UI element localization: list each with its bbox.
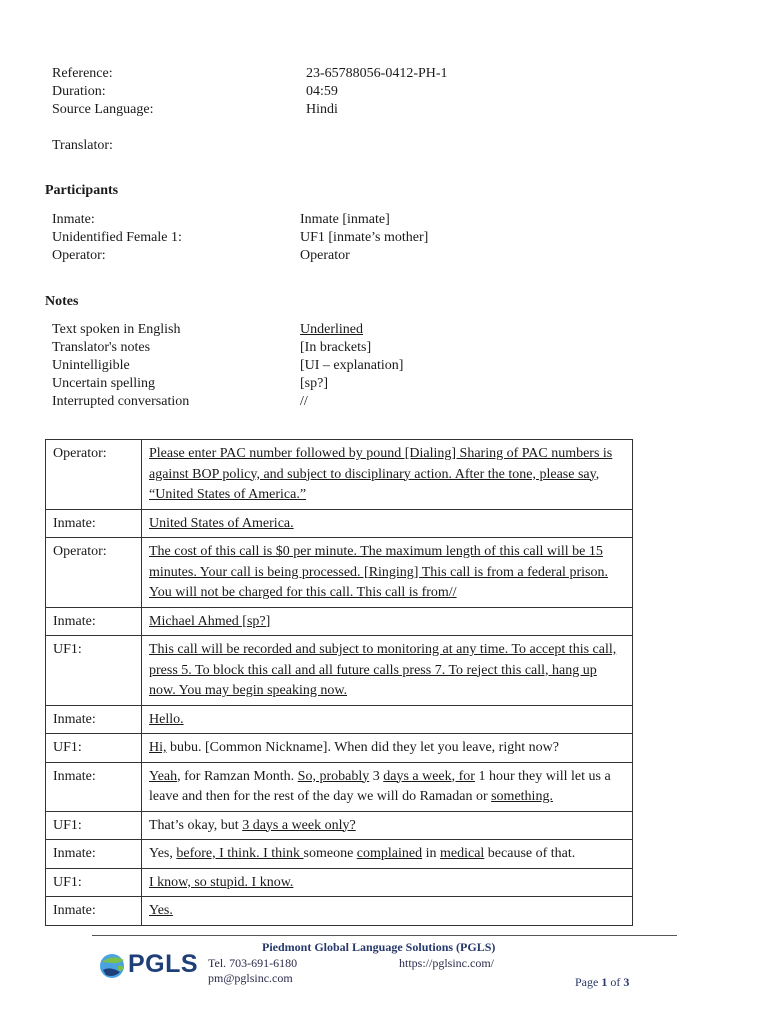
speaker-cell: Operator: [46,440,142,510]
participant-row [0,247,768,265]
speech-cell [142,811,633,840]
note-value: [sp?] [300,376,328,391]
translated-text-segment: someone [303,846,357,861]
english-text-segment: This call will be recorded and subject to monitoring at any time. To accept this call, press 5. To block this call and all future calls press 7. To reject this call, hang up now. You may begin speaking now. [149,642,617,698]
participant-label: Operator: [52,248,106,263]
english-text-segment: So, probably [297,768,370,784]
participant-row [0,211,768,229]
speech-cell [142,734,633,763]
english-text-segment: Please enter PAC number followed by pound [Dialing] Sharing of PAC numbers is against BOP policy, and subject to disciplinary action. After the tone, please say, “United States of America.” [149,446,613,502]
transcript-body [46,440,633,926]
english-text-segment: Michael Ahmed [sp?] [149,613,271,629]
note-row [0,321,768,339]
english-text-segment: medical [439,846,485,861]
translator-label: Translator: [52,138,113,153]
note-label: Text spoken in English [52,322,181,337]
company-name: Piedmont Global Language Solutions (PGLS) [262,940,496,954]
speaker-cell: UF1: [46,811,142,840]
translated-text-segment: for Ramzan Month. [180,768,298,784]
speech-cell [142,538,633,608]
english-text-segment: 3 days a week only? [242,817,356,833]
translated-text-segment: because of that. [484,846,576,861]
source-language-row [0,101,768,119]
transcript-row [46,636,633,706]
speaker-cell: Inmate: [46,840,142,869]
note-value: [UI – explanation] [300,358,404,373]
duration-label: Duration: [52,84,106,99]
transcript-row [46,762,633,811]
speaker-cell: UF1: [46,636,142,706]
english-text-segment: days a week, for [383,768,475,784]
transcript-row [46,440,633,510]
page-total: 3 [623,975,630,989]
transcript-table [45,439,633,926]
contact-website[interactable]: https://pglsinc.com/ [399,956,494,970]
speech-cell [142,607,633,636]
english-text-segment: Hello. [149,711,184,727]
transcript-row [46,538,633,608]
speaker-cell: Inmate: [46,705,142,734]
page-of: of [607,975,624,989]
participant-label: Inmate: [52,212,95,227]
speech-cell [142,762,633,811]
translated-text-segment: Yes, [149,846,177,861]
footer-divider [92,935,677,936]
english-text-segment: Hi, [149,740,167,755]
note-row [0,375,768,393]
speech-cell [142,840,633,869]
speaker-cell: UF1: [46,868,142,897]
speech-cell [142,509,633,538]
note-label: Translator's notes [52,340,151,355]
participant-value: Inmate [inmate] [300,212,390,227]
participant-row [0,229,768,247]
notes-heading: Notes [45,294,79,309]
translator-row [0,137,768,155]
english-text-segment: The cost of this call is $0 per minute. The maximum length of this call will be 15 minutes. Your call is being processed. [Ringing] This call is from a federal prison. You will not be charged for this call. This call is from// [149,544,608,600]
note-value: // [300,394,308,409]
page-number [575,975,629,990]
speech-cell [142,897,633,926]
speaker-cell: Inmate: [46,762,142,811]
english-text-segment: Yeah, [149,768,181,784]
participant-value: UF1 [inmate’s mother] [300,230,429,245]
duration-value: 04:59 [306,84,338,99]
speaker-cell: Inmate: [46,509,142,538]
note-label: Unintelligible [52,358,130,373]
translated-text-segment: That’s okay, but [149,817,243,833]
english-text-segment: I know, so stupid. I know. [149,874,294,890]
source-language-label: Source Language: [52,102,154,117]
speech-cell [142,868,633,897]
page-current: 1 [601,975,608,989]
speech-cell [142,705,633,734]
speech-cell [142,440,633,510]
english-text-segment: before, I think. I think [176,846,304,861]
transcript-row [46,840,633,869]
translated-text-segment: bubu. [Common Nickname]. When did they let you leave, right now? [166,740,559,755]
speaker-cell: UF1: [46,734,142,763]
english-text-segment: complained [356,846,423,861]
reference-label: Reference: [52,66,113,81]
reference-row [0,65,768,83]
translated-text-segment: 3 [369,768,384,784]
note-label: Uncertain spelling [52,376,156,391]
duration-row [0,83,768,101]
page-prefix: Page [575,975,602,989]
transcript-row [46,705,633,734]
speaker-cell: Operator: [46,538,142,608]
participant-label: Unidentified Female 1: [52,230,182,245]
speech-cell [142,636,633,706]
reference-value: 23-65788056-0412-PH-1 [306,66,448,81]
translated-text-segment: in [422,846,440,861]
logo-wordmark: PGLS [128,950,199,978]
contact-email[interactable]: pm@pglsinc.com [208,971,293,985]
note-row [0,339,768,357]
speaker-cell: Inmate: [46,897,142,926]
speaker-cell: Inmate: [46,607,142,636]
translated-text-segment: 1 hour they will let us a leave and then for the rest of the day we will do Ramadan or [149,768,611,804]
transcript-row [46,868,633,897]
contact-phone: Tel. 703-691-6180 [208,956,298,970]
participant-value: Operator [300,248,350,263]
transcript-row [46,607,633,636]
note-value: [In brackets] [300,340,372,355]
english-text-segment: something. [491,789,553,804]
note-value: Underlined [300,322,363,337]
transcript-row [46,811,633,840]
note-row [0,393,768,411]
participants-heading: Participants [45,183,119,198]
english-text-segment: United States of America. [149,515,294,531]
globe-icon [98,950,128,982]
source-language-value: Hindi [306,102,338,117]
transcript-row [46,509,633,538]
note-row [0,357,768,375]
transcript-row [46,734,633,763]
company-logo [98,948,199,982]
note-label: Interrupted conversation [52,394,190,409]
transcript-row [46,897,633,926]
english-text-segment: Yes. [149,903,173,918]
